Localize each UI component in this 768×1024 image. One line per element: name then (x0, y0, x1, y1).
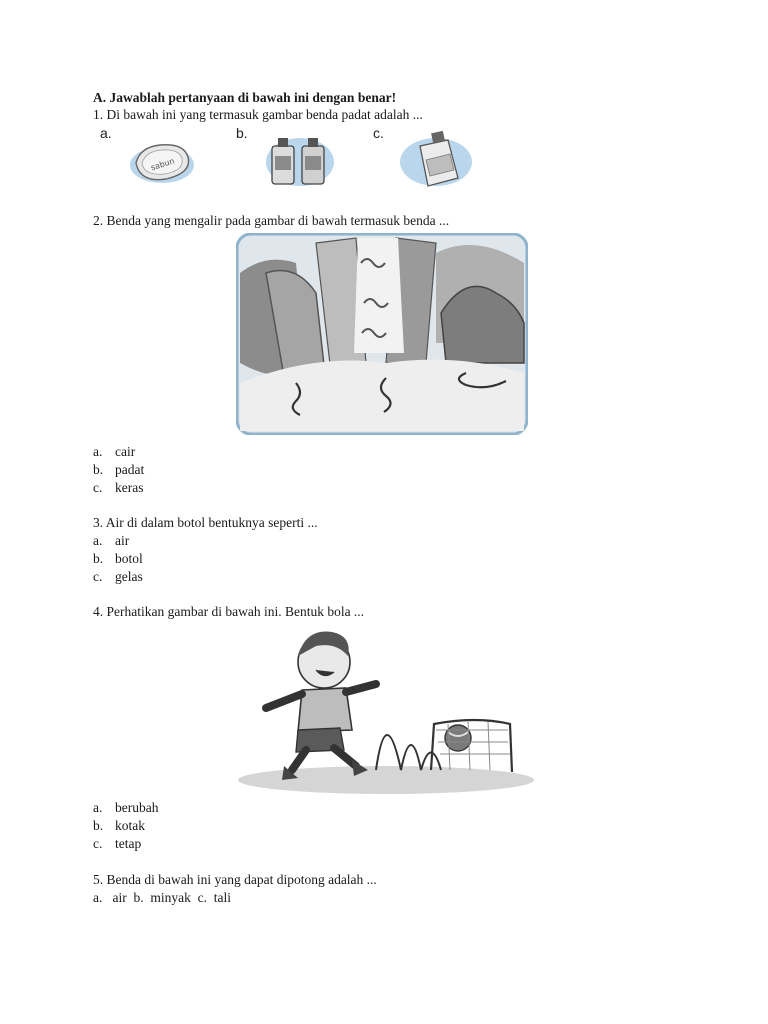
bottles-icon (262, 128, 338, 188)
q3-option-a (93, 532, 129, 549)
question-3-text: 3. Air di dalam botol bentuknya seperti ... (93, 515, 318, 530)
soap-bar-icon (126, 133, 196, 188)
svg-text:sabun: sabun (149, 156, 176, 173)
option-text: gelas (115, 569, 143, 584)
option-text: botol (115, 551, 143, 566)
q4-option-a (93, 799, 158, 816)
option-text: keras (115, 480, 144, 495)
option-label: c. (93, 569, 103, 584)
q3-option-c (93, 568, 143, 585)
option-text: padat (115, 462, 145, 477)
option-text: cair (115, 444, 136, 459)
q2-option-c (93, 479, 143, 496)
option-label: b. (93, 551, 104, 566)
option-label: b. (93, 818, 104, 833)
q1-choice-b-label: b. (236, 125, 248, 141)
q2-option-a (93, 443, 135, 460)
detergent-bottle-icon (396, 130, 476, 190)
q4-option-c (93, 835, 141, 852)
q4-option-b (93, 817, 145, 834)
q1-choice-c-label: c. (373, 125, 384, 141)
q5-inline-options: a. air b. minyak c. tali (93, 890, 231, 905)
option-text: tetap (115, 836, 142, 851)
option-text: berubah (115, 800, 159, 815)
boy-kicking-ball-illustration (236, 620, 536, 798)
question-2-text: 2. Benda yang mengalir pada gambar di bawah termasuk benda ... (93, 213, 450, 228)
option-label: c. (93, 480, 103, 495)
question-5-text: 5. Benda di bawah ini yang dapat dipotong adalah ... (93, 872, 377, 887)
q3-option-b (93, 550, 143, 567)
option-text: kotak (115, 818, 145, 833)
section-heading: A. Jawablah pertanyaan di bawah ini dengan benar! (93, 90, 397, 105)
option-label: a. (93, 533, 103, 548)
option-label: c. (93, 836, 103, 851)
option-label: a. (93, 800, 103, 815)
option-text: air (115, 533, 130, 548)
option-label: b. (93, 462, 104, 477)
q1-choice-a-label: a. (100, 125, 112, 141)
question-4-text: 4. Perhatikan gambar di bawah ini. Bentuk bola ... (93, 604, 365, 619)
waterfall-illustration (236, 233, 528, 435)
question-1-text: 1. Di bawah ini yang termasuk gambar benda padat adalah ... (93, 107, 423, 122)
option-label: a. (93, 444, 103, 459)
q2-option-b (93, 461, 144, 478)
